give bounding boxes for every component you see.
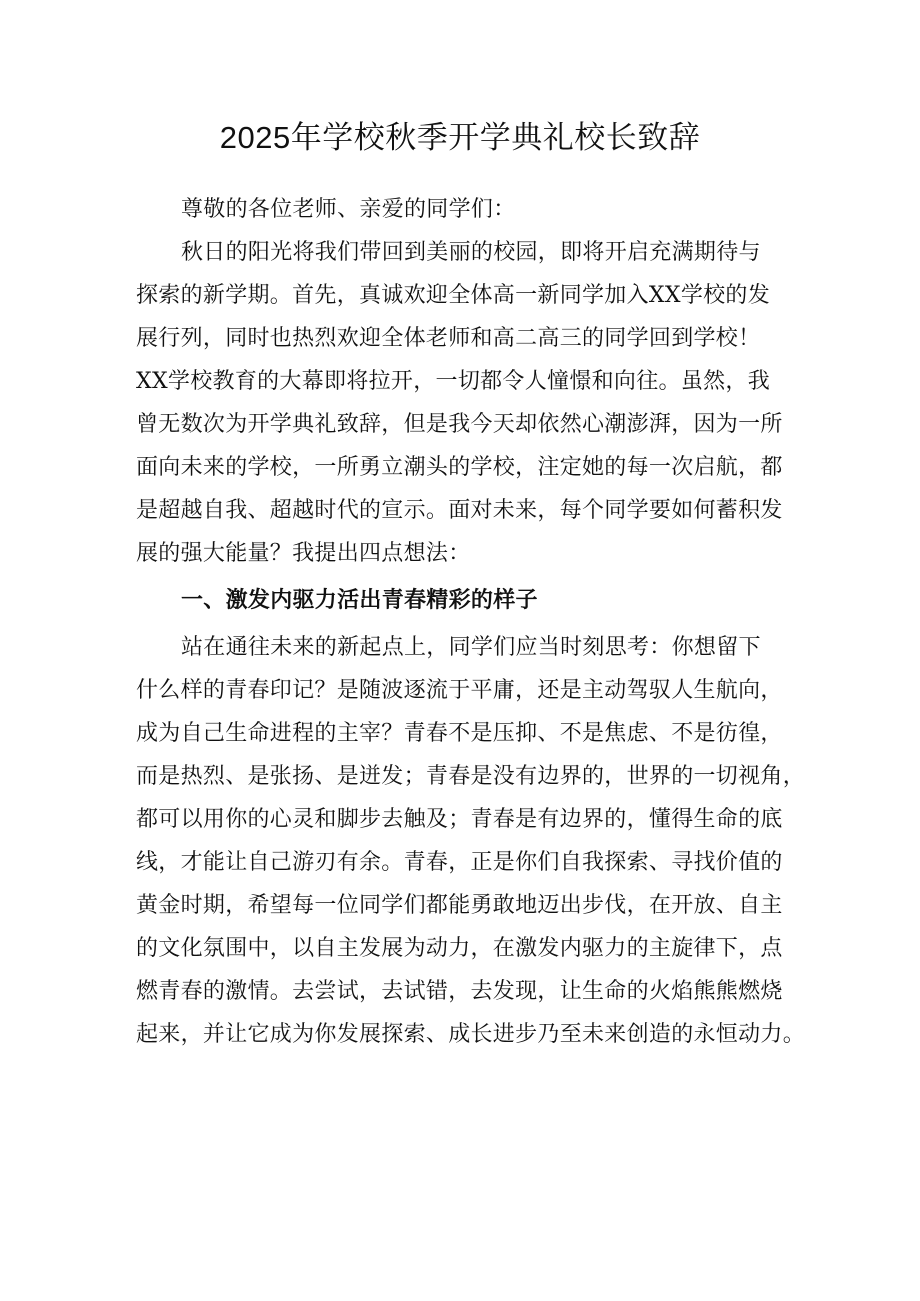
paragraph-line: 探索的新学期。首先，真诚欢迎全体高一新同学加入XX学校的发	[136, 283, 771, 308]
document-body	[136, 188, 806, 1056]
paragraph-line: 展的强大能量？我提出四点想法：	[136, 541, 471, 566]
paragraph-line: 面向未来的学校，一所勇立潮头的学校，注定她的每一次启航，都	[136, 455, 783, 480]
paragraph-line: 秋日的阳光将我们带回到美丽的校园，即将开启充满期待与	[181, 240, 761, 265]
paragraph-line: 燃青春的激情。去尝试，去试错，去发现，让生命的火焰熊熊燃烧	[136, 979, 783, 1004]
paragraph-2	[136, 626, 806, 1056]
paragraph-line: 什么样的青春印记？是随波逐流于平庸，还是主动驾驭人生航向，	[136, 678, 783, 703]
paragraph-line: 站在通往未来的新起点上，同学们应当时刻思考：你想留下	[181, 635, 761, 660]
paragraph-line: 曾无数次为开学典礼致辞，但是我今天却依然心潮澎湃，因为一所	[136, 412, 783, 437]
paragraph-line: 都可以用你的心灵和脚步去触及；青春是有边界的，懂得生命的底	[136, 807, 783, 832]
paragraph-line: 起来，并让它成为你发展探索、成长进步乃至未来创造的永恒动力。	[136, 1022, 806, 1047]
paragraph-line: 的文化氛围中，以自主发展为动力，在激发内驱力的主旋律下，点	[136, 936, 783, 961]
paragraph-line: 而是热烈、是张扬、是迸发；青春是没有边界的，世界的一切视角，	[136, 764, 806, 789]
salutation: 尊敬的各位老师、亲爱的同学们：	[181, 197, 516, 222]
document-title: 2025年学校秋季开学典礼校长致辞	[219, 120, 701, 155]
paragraph-1	[136, 231, 796, 575]
paragraph-line: 线，才能让自己游刃有余。青春，正是你们自我探索、寻找价值的	[136, 850, 783, 875]
paragraph-line: XX学校教育的大幕即将拉开，一切都令人憧憬和向往。虽然，我	[136, 369, 771, 394]
paragraph-line: 成为自己生命进程的主宰？青春不是压抑、不是焦虑、不是彷徨，	[136, 721, 783, 746]
section-heading: 一、激发内驱力活出青春精彩的样子	[181, 588, 538, 613]
paragraph-line: 展行列，同时也热烈欢迎全体老师和高二高三的同学回到学校！	[136, 326, 761, 351]
paragraph-line: 是超越自我、超越时代的宣示。面对未来，每个同学要如何蓄积发	[136, 498, 783, 523]
paragraph-line: 黄金时期，希望每一位同学们都能勇敢地迈出步伐，在开放、自主	[136, 893, 783, 918]
